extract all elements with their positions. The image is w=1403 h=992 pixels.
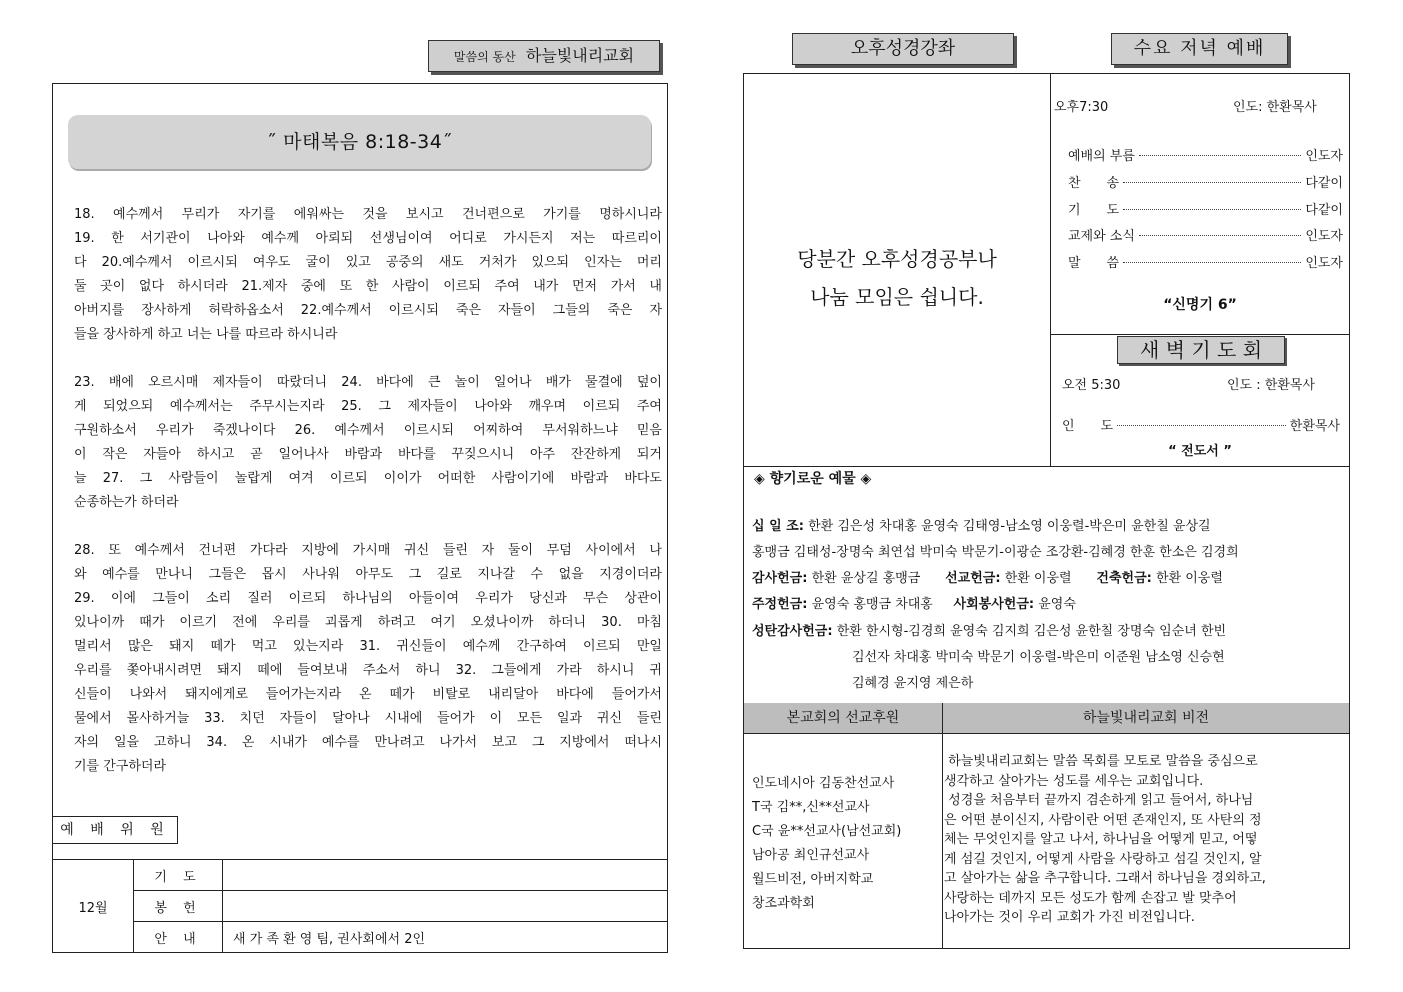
notice-line: 나눔 모임은 쉽니다. (810, 285, 984, 309)
wednesday-service-tab (1111, 33, 1288, 65)
list-item: T국 김**,신**선교사 (752, 800, 870, 815)
scripture-line: 물에서 몰사하거늘 33. 치던 자들이 달아나 시내에 들어가 이 모든 일과 귀신 들린 (74, 711, 662, 726)
worship-committee-table (52, 859, 668, 953)
worship-label-text: 예 배 위 원 (60, 822, 170, 838)
table-row (53, 891, 668, 922)
social-label: 사회봉사헌금: (953, 597, 1035, 612)
dawn-prayer-title: 새 벽 기 도 회 (1139, 338, 1263, 362)
dawn-order-row (1062, 415, 1340, 434)
service-order-row (1068, 252, 1343, 271)
weekly-names: 윤영숙 홍맹금 차대홍 (811, 597, 933, 612)
afternoon-tab-label: 오후성경강좌 (850, 38, 956, 59)
dot-leader (1123, 262, 1301, 263)
thanks-label: 감사헌금: (752, 571, 808, 586)
service-order-row (1068, 199, 1343, 218)
scripture-line: 이 작은 자들아 하시고 곧 일어나사 바람과 바다를 꾸짖으시니 아주 잔잔하게 되거 (74, 447, 662, 462)
dot-leader (1139, 155, 1301, 156)
scripture-line: 19. 한 서기관이 나아와 예수께 아뢰되 선생님이여 어디로 가시든지 저는 따르리이 (74, 231, 662, 246)
list-item: C국 윤**선교사(남선교회) (752, 824, 902, 839)
value-cell (223, 860, 668, 891)
dot-leader (1139, 235, 1301, 236)
afternoon-bible-tab (792, 33, 1014, 65)
service-order-row (1068, 225, 1343, 244)
scripture-line: 우리를 쫓아내시려면 돼지 떼에 들여보내 주소서 하니 32. 그들에게 가라 하시니 귀 (74, 663, 662, 678)
vision-header-text: 하늘빛내리교회 비전 (1082, 710, 1210, 726)
scripture-line: 와 예수를 만나니 그들은 몹시 사나워 아무도 그 길로 지나갈 수 없을 지경이더라 (74, 567, 662, 582)
dawn-prayer-tab (1117, 336, 1285, 364)
building-names: 한환 이웅렬 (1156, 571, 1223, 586)
mission-header-text: 본교회의 선교후원 (786, 710, 900, 726)
tithe-line-2 (752, 541, 1239, 560)
scripture-line: 있나이까 때가 이르기 전에 우리를 괴롭게 하려고 여기 오셨나이까 하더니 30. 마침 (74, 615, 662, 630)
list-item: 남아공 최인규선교사 (752, 848, 870, 863)
value-cell (223, 891, 668, 922)
tithe-names: 홍맹금 김태성-장명숙 최연섭 박미숙 박문기-이광순 조강환-김혜경 한훈 한소은 김경희 (752, 545, 1239, 560)
verse-title-banner (68, 115, 651, 169)
scripture-line: 둘 곳이 없다 하시더라 21.제자 중에 또 한 사람이 이르되 주여 내가 먼저 가서 내 (74, 279, 662, 294)
christmas-line-2 (852, 646, 1225, 665)
scripture-line: 멀리서 많은 돼지 떼가 먹고 있는지라 31. 귀신들이 예수께 간구하여 이르되 만일 (74, 639, 662, 654)
order-who: 다같이 (1305, 203, 1343, 218)
vision-line: 하늘빛내리교회는 말씀 목회를 모토로 말씀을 중심으로 (944, 754, 1258, 769)
scripture-line: 신들이 나와서 돼지에게로 들어가는지라 온 떼가 비탈로 내리달아 바다에 들어가서 (74, 687, 662, 702)
vision-line: 생각하고 살아가는 성도를 세우는 교회입니다. (944, 773, 1204, 789)
church-name-tab (428, 40, 660, 72)
section-divider (743, 733, 1350, 734)
tithe-label: 십 일 조: (752, 519, 804, 534)
scripture-line: 자의 일을 고하니 34. 온 시내가 예수를 만나려고 나가서 보고 그 지방에서 떠나시 (74, 735, 662, 750)
christmas-names: 김혜경 윤지영 제은하 (852, 676, 974, 691)
offering-title: ◈ 향기로운 예물 ◈ (754, 471, 872, 487)
scripture-line: 기를 간구하더라 (74, 759, 167, 774)
scripture-paragraph-3 (74, 539, 662, 779)
list-item: 월드비전, 아버지학교 (752, 872, 874, 887)
order-who: 한환목사 (1289, 419, 1340, 434)
mission-names: 한환 이웅렬 (1004, 571, 1072, 586)
dawn-scripture: “ 전도서 ” (1168, 444, 1232, 459)
tab-church-name: 하늘빛내리교회 (525, 46, 635, 65)
scripture-line: 28. 또 예수께서 건너편 가다라 지방에 가시매 귀신 들린 자 둘이 무덤 사이에서 나 (74, 543, 662, 558)
vision-line: 체는 무엇인지를 알고 나서, 하나님을 어떻게 믿고, 어떻 (944, 832, 1258, 847)
wednesday-tab-label: 수요 저녁 예배 (1133, 38, 1266, 59)
vision-line: 게 섬길 것인지, 어떻게 사람을 사랑하고 섬길 것인지, 알 (944, 851, 1262, 867)
order-who: 인도자 (1305, 229, 1343, 244)
scripture-line: 늘 27. 그 사람들이 놀랍게 여겨 이르되 이이가 어떠한 사람이기에 바람과 바다도 (74, 471, 662, 486)
christmas-names: 김선자 차대홍 박미숙 박문기 이웅렬-박은미 이준원 남소영 신승현 (852, 650, 1225, 665)
vision-line: 고 살아가는 삶을 추구합니다. 그래서 하나님을 경외하고, (944, 871, 1266, 886)
order-item: 교제와 소식 (1068, 229, 1135, 244)
christmas-line-1 (752, 620, 1226, 639)
order-who: 인도자 (1305, 256, 1343, 271)
thanks-names: 한환 윤상길 홍맹금 (811, 571, 921, 586)
christmas-line-3 (852, 672, 973, 691)
dot-leader (1117, 425, 1286, 426)
social-names: 윤영숙 (1038, 597, 1076, 612)
christmas-names: 한환 한시형-김경희 윤영숙 김지희 김은성 윤한칠 장명숙 임순녀 한빈 (836, 624, 1227, 639)
scripture-line: 순종하는가 하더라 (74, 495, 179, 510)
offering-line-thanks (752, 567, 1223, 586)
dawn-leader: 인도 : 한환목사 (1227, 378, 1315, 393)
section-divider (1050, 334, 1350, 335)
list-item: 인도네시아 김동찬선교사 (752, 776, 895, 791)
scripture-line: 게 되었으되 예수께서는 주무시는지라 25. 그 제자들이 나아와 깨우며 이르되 주여 (74, 399, 662, 414)
order-item: 인 도 (1062, 419, 1114, 434)
order-item: 말 씀 (1068, 256, 1120, 271)
vision-header (943, 703, 1349, 733)
mission-label: 선교헌금: (945, 571, 1001, 586)
role-cell: 기 도 (134, 860, 223, 891)
vision-line: 은 어떤 분이신지, 사람이란 어떤 존재인지, 또 사탄의 정 (944, 812, 1262, 828)
service-order-row (1068, 145, 1343, 164)
service-order-row (1068, 172, 1343, 191)
dot-leader (1123, 182, 1301, 183)
section-divider (743, 466, 1350, 467)
vision-line: 나아가는 것이 우리 교회가 가진 비전입니다. (944, 910, 1195, 925)
tithe-names: 한환 김은성 차대홍 윤영숙 김태영-남소영 이웅렬-박은미 윤한칠 윤상길 (808, 519, 1211, 534)
order-item: 찬 송 (1068, 176, 1120, 191)
wednesday-time: 오후7:30 (1054, 100, 1109, 115)
scripture-line: 29. 이에 그들이 소리 질러 이르되 하나님의 아들이여 우리가 당신과 무슨 상관이 (74, 591, 662, 606)
scripture-paragraph-1 (74, 203, 662, 347)
role-cell: 봉 헌 (134, 891, 223, 922)
value-cell: 새 가 족 환 영 팀, 권사회에서 2인 (223, 922, 668, 953)
scripture-paragraph-2 (74, 371, 662, 515)
verse-title: ˝ 마태복음 8:18-34˝ (266, 131, 453, 153)
wednesday-scripture: “신명기 6” (1163, 297, 1237, 313)
table-row (53, 922, 668, 953)
offering-line-weekly (752, 593, 1076, 612)
vision-line: 사랑하는 데까지 모든 성도가 함께 손잡고 발 맞추어 (944, 890, 1237, 906)
order-who: 다같이 (1305, 176, 1343, 191)
vision-text (944, 752, 1344, 928)
building-label: 건축헌금: (1096, 571, 1152, 586)
worship-committee-label (52, 816, 178, 844)
notice-line: 당분간 오후성경공부나 (797, 247, 997, 271)
scripture-line: 구원하소서 우리가 죽겠나이다 26. 예수께서 이르시되 어찌하여 무서워하느냐 믿음 (74, 423, 662, 438)
scripture-line: 다 20.예수께서 이르시되 여우도 굴이 있고 공중의 새도 거처가 있으되 인자는 머리 (74, 255, 662, 270)
tab-prefix: 말씀의 동산 (453, 50, 516, 64)
list-item: 창조과학회 (752, 896, 815, 911)
column-divider (942, 703, 943, 949)
month-cell: 12월 (53, 860, 134, 953)
weekly-label: 주정헌금: (752, 597, 808, 612)
order-who: 인도자 (1305, 149, 1343, 164)
scripture-line: 23. 배에 오르시매 제자들이 따랐더니 24. 바다에 큰 놀이 일어나 배가 물결에 덮이 (74, 375, 662, 390)
dawn-time: 오전 5:30 (1062, 378, 1121, 393)
dot-leader (1123, 209, 1301, 210)
christmas-label: 성탄감사헌금: (752, 624, 833, 639)
order-item: 기 도 (1068, 203, 1120, 218)
vision-line: 성경을 처음부터 끝까지 겸손하게 읽고 들어서, 하나님 (944, 793, 1254, 808)
scripture-line: 18. 예수께서 무리가 자기를 에워싸는 것을 보시고 건너편으로 가기를 명하시니라 (74, 207, 662, 222)
column-divider (1050, 73, 1051, 466)
afternoon-notice (744, 240, 1050, 316)
scripture-line: 아버지를 장사하게 허락하옵소서 22.예수께서 이르시되 죽은 자들이 그들의 죽은 자 (74, 303, 662, 318)
mission-support-header (744, 703, 942, 733)
table-row (53, 860, 668, 891)
wednesday-leader: 인도: 한환목사 (1233, 100, 1317, 115)
order-item: 예배의 부름 (1068, 149, 1135, 164)
scripture-line: 들을 장사하게 하고 너는 나를 따르라 하시니라 (74, 327, 338, 342)
role-cell: 안 내 (134, 922, 223, 953)
tithe-line-1 (752, 515, 1211, 534)
